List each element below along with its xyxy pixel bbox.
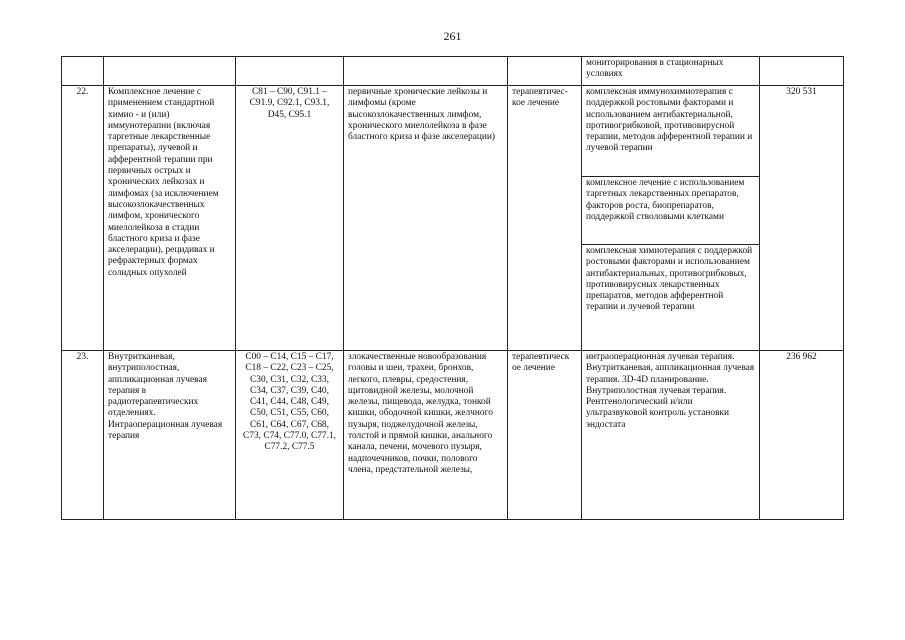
- table-row-22: [62, 86, 844, 177]
- cell-model: первичные хронические лейкозы и лимфомы (кроме высокозлокачественных лимфом, хронического миелолейкоза в фазе бластного криза и фазе акселерации): [344, 86, 508, 351]
- cell-codes: C81 – C90, C91.1 – C91.9, C92.1, C93.1, D45, C95.1: [236, 86, 344, 351]
- cell-type: терапевтическ ое лечение: [508, 351, 582, 520]
- cell-cost: 236 962: [760, 351, 844, 520]
- cell-cost: 320 531: [760, 86, 844, 351]
- cell-num: 22.: [62, 86, 104, 351]
- cell-cost: [760, 57, 844, 86]
- table-row-23: [62, 351, 844, 520]
- cell-method: интраоперационная лучевая терапия. Внутритканевая, аппликационная лучевая терапия. 3D-4D планирование. Внутриполостная лучевая терапия. Рентгенологический и/или ультразвуковой контроль установки эндостата: [582, 351, 760, 520]
- cell-method: мониторирования в стационарных условиях: [582, 57, 760, 86]
- cell-name: Внутритканевая, внутриполостная, аппликационная лучевая терапия в радиотерапевтических отделениях. Интраоперационная лучевая терапия: [104, 351, 236, 520]
- cell-model: злокачественные новообразования головы и шеи, трахеи, бронхов, легкого, плевры, средостения, щитовидной железы, молочной железы, пищевода, желудка, тонкой кишки, ободочной кишки, желчного пузыря, поджелудочной железы, толстой и прямой кишки, анального канала, печени, мочевого пузыря, надпочечников, почки, полового члена, предстательной железы,: [344, 351, 508, 520]
- cell-model: [344, 57, 508, 86]
- cell-method: комплексная иммунохимиотерапия с поддержкой ростовыми факторами и использованием антибактериальной, противогрибковой, противовирусной терапии, методов афферентной терапии и лучевой терапии: [582, 86, 760, 177]
- cell-name: Комплексное лечение с применением стандартной химио - и (или) иммунотерапии (включая таргетные лекарственные препараты), лучевой и афферентной терапии при первичных острых и хронических лейкозах и лимфомах (за исключением высокозлокачественных лимфом, хронического миелолейкоза в стадии бластного криза и фазе акселерации), рецидивах и рефрактерных формах солидных опухолей: [104, 86, 236, 351]
- cell-type: терапевтичес-кое лечение: [508, 86, 582, 351]
- medical-care-table: [61, 56, 844, 520]
- cell-type: [508, 57, 582, 86]
- cell-codes: [236, 57, 344, 86]
- table-row-continuation: [62, 57, 844, 86]
- cell-name: [104, 57, 236, 86]
- cell-num: [62, 57, 104, 86]
- cell-method: комплексная химиотерапия с поддержкой ростовыми факторами и использованием антибактериальных, противогрибковых, противовирусных лекарственных препаратов, методов афферентной терапии и лучевой терапии: [582, 245, 760, 351]
- cell-codes: C00 – C14, C15 – C17, C18 – C22, C23 – C25, C30, C31, C32, C33, C34, C37, C39, C40, C41, C44, C48, C49, C50, C51, C55, C60, C61, C64, C67, C68, C73, C74, C77.0, C77.1, C77.2, C77.5: [236, 351, 344, 520]
- cell-num: 23.: [62, 351, 104, 520]
- cell-method: комплексное лечение с использованием таргетных лекарственных препаратов, факторов роста, биопрепаратов, поддержкой стволовыми клетками: [582, 177, 760, 245]
- page-number: 261: [443, 29, 462, 43]
